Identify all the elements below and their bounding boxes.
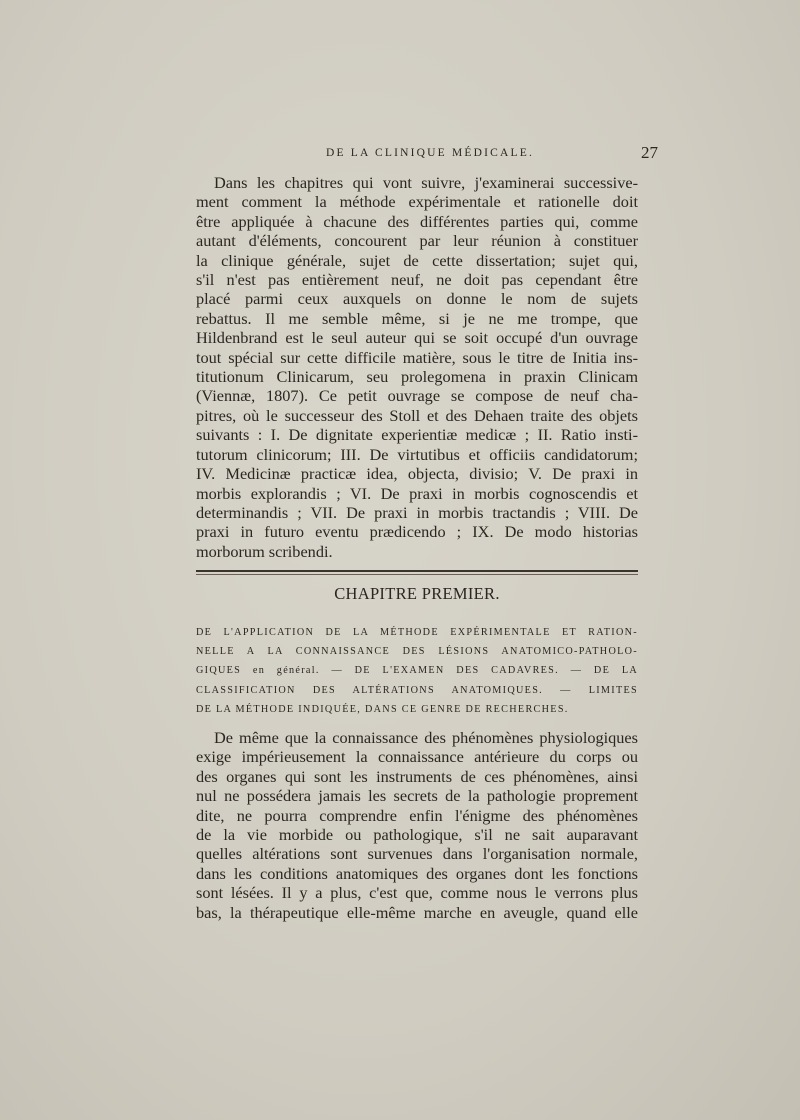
chapter-summary	[196, 623, 638, 719]
text-line: placé parmi ceux auxquels on donne le nom de sujets	[196, 289, 638, 309]
text-line: nul ne possédera jamais les secrets de la pathologie proprement	[196, 786, 638, 806]
page-number: 27	[641, 143, 658, 162]
chapter-divider-rule-thin	[196, 574, 638, 575]
summary-line: DE LA MÉTHODE INDIQUÉE, DANS CE GENRE DE RECHERCHES.	[196, 703, 569, 715]
text-line: IV. Medicinæ practicæ idea, objecta, divisio; V. De praxi in	[196, 464, 638, 484]
text-line: autant d'éléments, concourent par leur réunion à constituer	[196, 231, 638, 251]
text-line: pitres, où le successeur des Stoll et des Dehaen traite des objets	[196, 405, 638, 425]
text-line: exige impérieusement la connaissance antérieure du corps ou	[196, 747, 638, 767]
summary-line: DE L'APPLICATION DE LA MÉTHODE EXPÉRIMENTALE ET RATION-	[196, 627, 638, 638]
text-line: la clinique générale, sujet de cette dissertation; sujet qui,	[196, 250, 638, 270]
text-line: praxi in futuro eventu prædicendo ; IX. De modo historias	[196, 522, 638, 542]
text-line: morborum scribendi.	[196, 541, 333, 561]
text-line: (Viennæ, 1807). Ce petit ouvrage se compose de neuf cha-	[196, 386, 638, 406]
text-line: suivants : I. De dignitate experientiæ medicæ ; II. Ratio insti-	[196, 425, 638, 445]
text-line: Hildenbrand est le seul auteur qui se soit occupé d'un ouvrage	[196, 328, 638, 348]
text-line: tout spécial sur cette difficile matière, sous le titre de Initia ins-	[196, 347, 638, 367]
text-line: des organes qui sont les instruments de ces phénomènes, ainsi	[196, 766, 638, 786]
chapter-body-paragraph	[196, 728, 638, 922]
text-line: titutionum Clinicarum, seu prolegomena in praxin Clinicam	[196, 367, 638, 387]
text-line: bas, la thérapeutique elle-même marche en aveugle, quand elle	[196, 902, 638, 922]
summary-line: CLASSIFICATION DES ALTÉRATIONS ANATOMIQUES. — LIMITES	[196, 684, 638, 696]
text-line: s'il n'est pas entièrement neuf, ne doit pas cependant être	[196, 270, 638, 290]
text-line: dans les conditions anatomiques des organes dont les fonctions	[196, 863, 638, 883]
text-line: ment comment la méthode expérimentale et rationelle doit	[196, 192, 638, 212]
intro-paragraph	[196, 173, 638, 561]
summary-line: NELLE A LA CONNAISSANCE DES LÉSIONS ANATOMICO-PATHOLO-	[196, 646, 638, 658]
text-line: tutorum clinicorum; III. De virtutibus et officiis candidatorum;	[196, 444, 638, 464]
text-line: être appliquée à chacune des différentes parties qui, comme	[196, 211, 638, 231]
text-line: Dans les chapitres qui vont suivre, j'examinerai successive-	[214, 173, 638, 192]
summary-line: GIQUES en général. — DE L'EXAMEN DES CADAVRES. — DE LA	[196, 665, 638, 677]
text-line: De même que la connaissance des phénomènes physiologiques	[214, 728, 638, 747]
running-title: DE LA CLINIQUE MÉDICALE.	[326, 147, 535, 159]
chapter-divider-rule	[196, 570, 638, 572]
text-line: morbis explorandis ; VI. De praxi in morbis cognoscendis et	[196, 483, 638, 503]
text-line: sont lésées. Il y a plus, c'est que, comme nous le verrons plus	[196, 883, 638, 903]
text-line: determinandis ; VII. De praxi in morbis tractandis ; VIII. De	[196, 502, 638, 522]
text-line: rebattus. Il me semble même, si je ne me trompe, que	[196, 308, 638, 328]
text-line: quelles altérations sont survenues dans l'organisation normale,	[196, 844, 638, 864]
text-line: dite, ne pourra comprendre enfin l'énigme des phénomènes	[196, 805, 638, 825]
chapter-title: CHAPITRE PREMIER.	[334, 584, 500, 603]
page-header	[196, 143, 658, 167]
text-line: de la vie morbide ou pathologique, s'il ne sait auparavant	[196, 825, 638, 845]
